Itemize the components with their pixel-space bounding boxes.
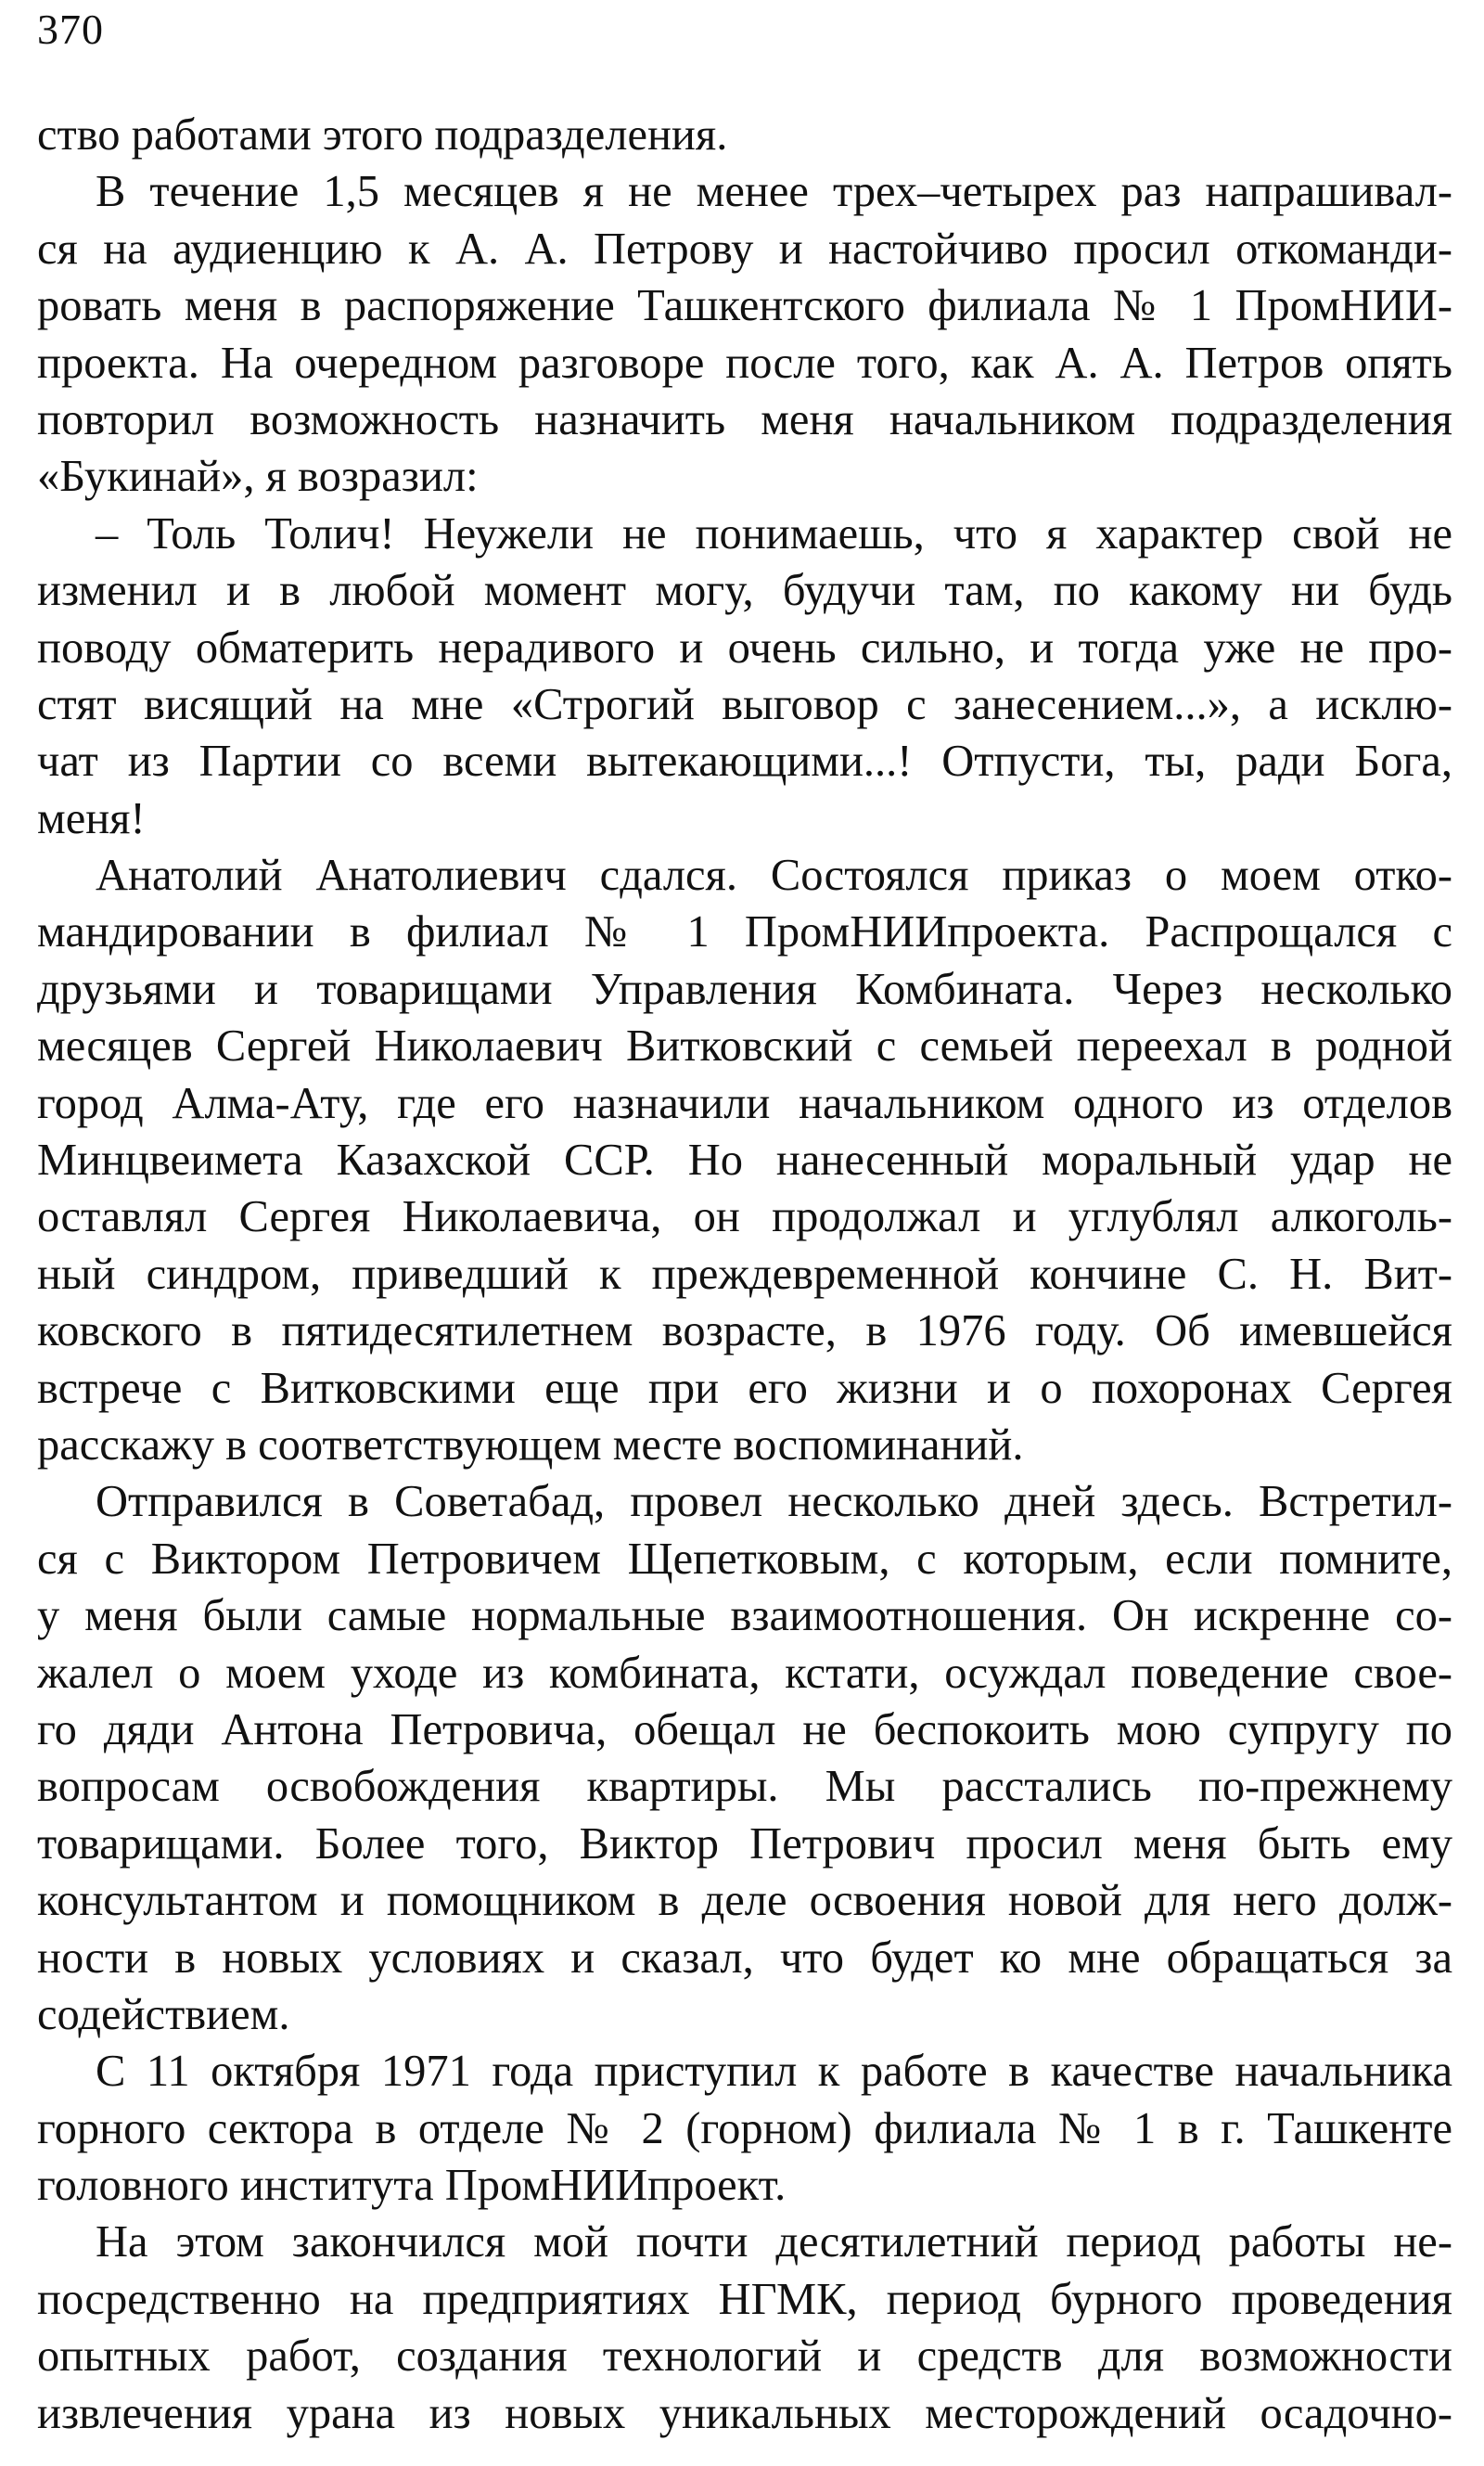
text-line: оставлял Сергея Николаевича, он продолжал и углублял алкоголь- [37,1192,1452,1242]
text-line: месяцев Сергей Николаевич Витковский с семьей переехал в родной [37,1021,1452,1072]
text-line: товарищами. Более того, Виктор Петрович просил меня быть ему [37,1818,1452,1869]
text-line: извлечения урана из новых уникальных месторождений осадочно- [37,2388,1452,2438]
text-line: ство работами этого подразделения. [37,110,728,160]
text-line: встрече с Витковскими еще при его жизни и о похоронах Сергея [37,1363,1452,1413]
text-line: го дяди Антона Петровича, обещал не беспокоить мою супругу по [37,1704,1452,1754]
text-line: – Толь Толич! Неужели не понимаешь, что я характер свой не [96,508,1452,559]
body-text [37,107,1452,2442]
text-line: друзьями и товарищами Управления Комбината. Через несколько [37,964,1452,1014]
text-line: стят висящий на мне «Строгий выговор с занесением...», а исклю- [37,679,1452,729]
text-line: расскажу в соответствующем месте воспоминаний. [37,1419,1024,1470]
text-line: изменил и в любой момент могу, будучи там, по какому ни будь [37,566,1452,616]
text-line: В течение 1,5 месяцев я не менее трех–четырех раз напрашивал- [96,167,1452,217]
text-line: город Алма-Ату, где его назначили начальником одного из отделов [37,1078,1452,1128]
text-line: «Букинай», я возразил: [37,452,479,502]
text-line: ся на аудиенцию к А. А. Петрову и настойчиво просил откоманди- [37,224,1452,274]
text-line: повторил возможность назначить меня начальником подразделения [37,394,1452,444]
text-line: С 11 октября 1971 года приступил к работе в качестве начальника [96,2047,1452,2097]
text-line: На этом закончился мой почти десятилетний период работы не- [96,2217,1452,2267]
text-line: ровать меня в распоряжение Ташкентского филиала № 1 ПромНИИ- [37,281,1452,331]
text-line: у меня были самые нормальные взаимоотношения. Он искренне со- [37,1591,1452,1641]
text-line: ковского в пятидесятилетнем возрасте, в 1976 году. Об имевшейся [37,1306,1452,1356]
text-line: головного института ПромНИИпроект. [37,2161,787,2211]
text-line: Отправился в Советабад, провел несколько дней здесь. Встретил- [96,1477,1452,1527]
text-line: меня! [37,793,146,843]
text-line: поводу обматерить нерадивого и очень сильно, и тогда уже не про- [37,623,1452,673]
text-line: чат из Партии со всеми вытекающими...! Отпусти, ты, ради Бога, [37,737,1452,787]
text-line: посредственно на предприятиях НГМК, период бурного проведения [37,2274,1452,2324]
text-line: консультантом и помощником в деле освоения новой для него долж- [37,1876,1452,1926]
text-line: жалел о моем уходе из комбината, кстати, осуждал поведение свое- [37,1648,1452,1698]
text-line: опытных работ, создания технологий и средств для возможности [37,2331,1452,2382]
page-number: 370 [37,6,104,53]
text-line: Минцвеимета Казахской ССР. Но нанесенный моральный удар не [37,1136,1452,1186]
text-line: вопросам освобождения квартиры. Мы расстались по-прежнему [37,1762,1452,1812]
text-line: мандировании в филиал № 1 ПромНИИпроекта. Распрощался с [37,907,1452,957]
text-line: проекта. На очередном разговоре после того, как А. А. Петров опять [37,338,1452,388]
text-line: ся с Виктором Петровичем Щепетковым, с которым, если помните, [37,1534,1452,1584]
text-line: Анатолий Анатолиевич сдался. Состоялся приказ о моем отко- [96,851,1452,901]
text-line: содействием. [37,1989,290,2039]
text-line: ности в новых условиях и сказал, что будет ко мне обращаться за [37,1933,1452,1983]
text-line: ный синдром, приведший к преждевременной кончине С. Н. Вит- [37,1249,1452,1299]
text-line: горного сектора в отделе № 2 (горном) филиала № 1 в г. Ташкенте [37,2103,1452,2153]
